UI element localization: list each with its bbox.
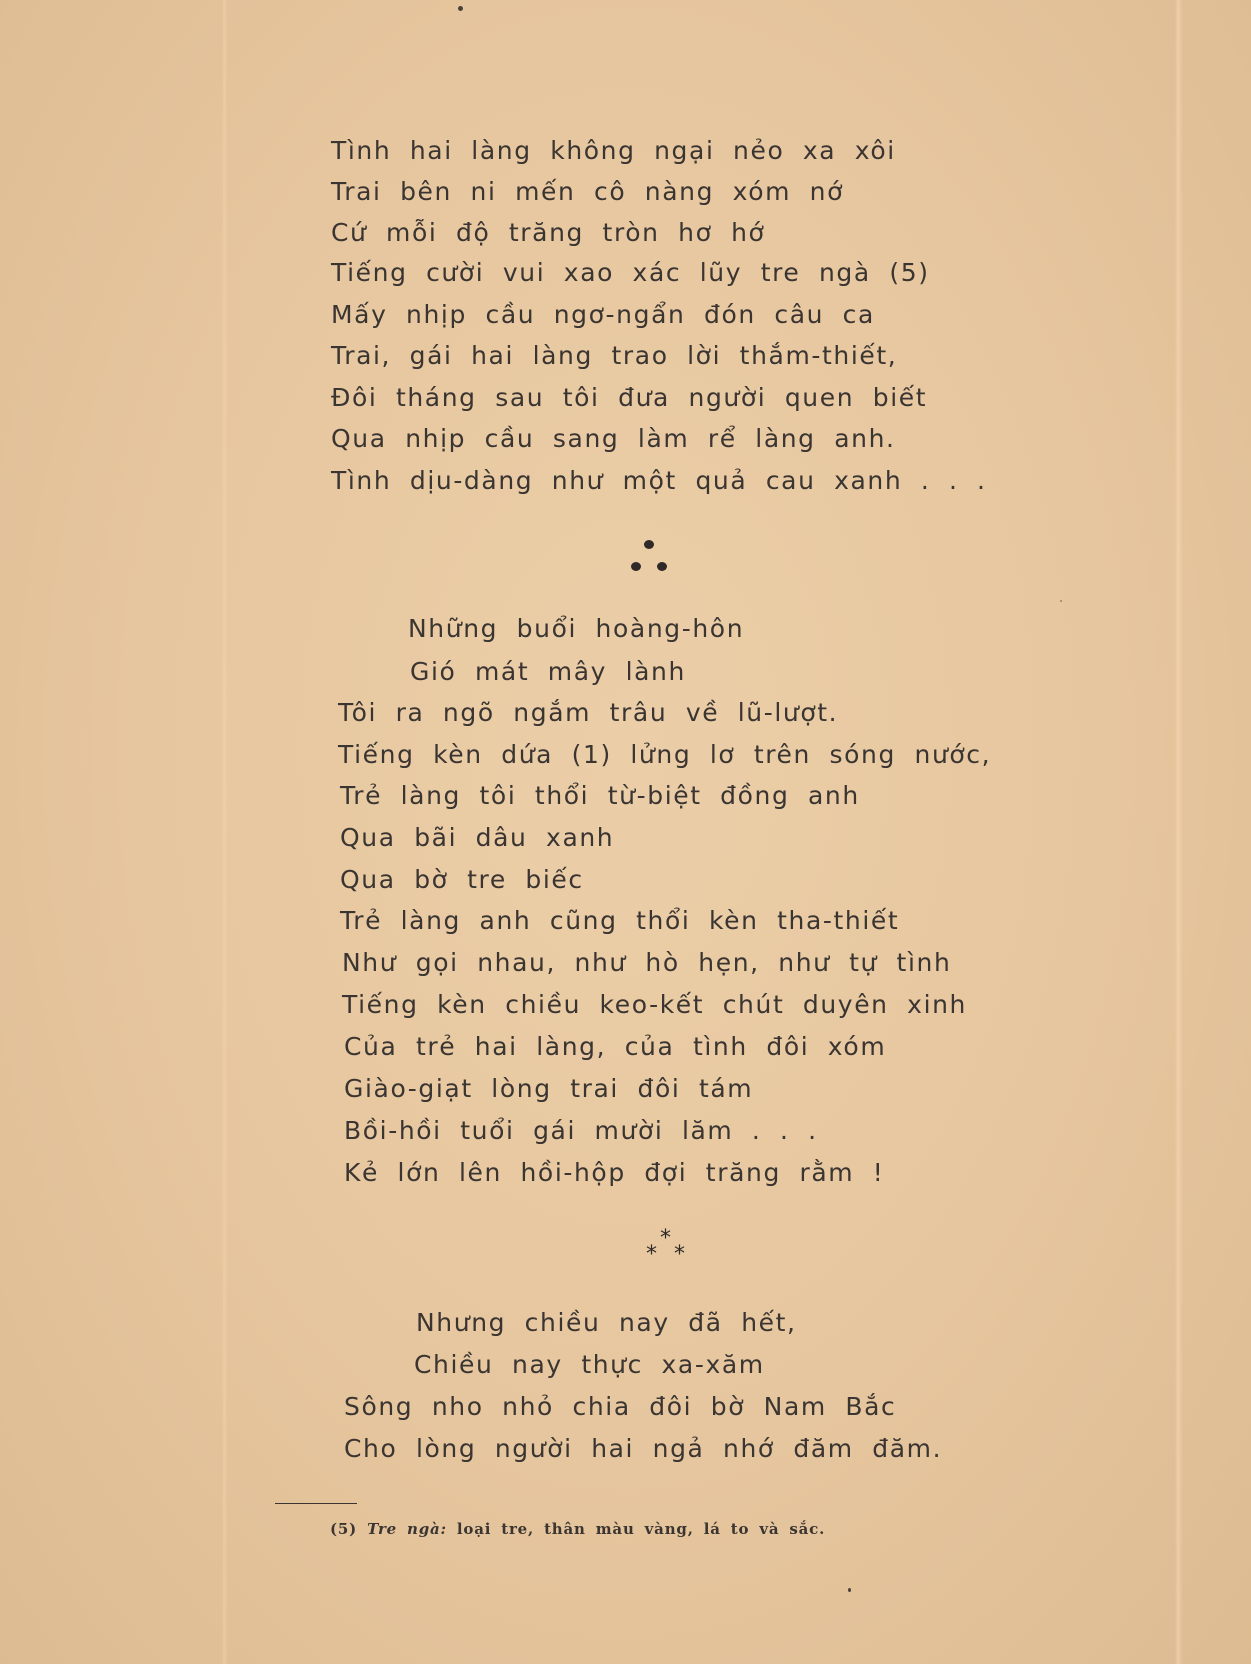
poem-line: Sông nho nhỏ chia đôi bờ Nam Bắc [344,1392,897,1421]
poem-line: Qua bờ tre biếc [340,865,584,894]
poem-line: Nhưng chiều nay đã hết, [416,1308,797,1337]
paper-speck [458,6,463,11]
poem-line: Cứ mỗi độ trăng tròn hơ hớ [331,218,766,247]
footnote-term: Tre ngà: [367,1520,447,1538]
separator-dots-icon [628,540,688,580]
poem-line: Giào-giạt lòng trai đôi tám [344,1074,754,1103]
poem-line: Tiếng kèn chiều keo-kết chút duyên xinh [342,990,968,1019]
footnote [330,1520,825,1538]
poem-line: Những buổi hoàng-hôn [408,614,745,643]
poem-line: Chiều nay thực xa-xăm [414,1350,765,1379]
poem-line: Qua nhịp cầu sang làm rể làng anh. [331,424,896,453]
poem-line: Cho lòng người hai ngả nhớ đăm đăm. [344,1434,943,1463]
poem-line: Như gọi nhau, như hò hẹn, như tự tình [342,948,952,977]
poem-line: Qua bãi dâu xanh [340,823,615,852]
poem-line: Mấy nhịp cầu ngơ-ngẩn đón câu ca [331,300,875,329]
poem-line: Trai, gái hai làng trao lời thắm-thiết, [331,341,898,370]
paper-speck [848,1588,851,1592]
poem-line: Kẻ lớn lên hồi-hộp đợi trăng rằm ! [344,1158,885,1187]
poem-line: Tôi ra ngõ ngắm trâu về lũ-lượt. [338,698,839,727]
footnote-marker: (5) [330,1520,358,1538]
poem-line: Trẻ làng tôi thổi từ-biệt đồng anh [340,781,860,810]
poem-line: Tình dịu-dàng như một quả cau xanh . . . [331,466,987,495]
poem-line: Tiếng kèn dứa (1) lửng lơ trên sóng nước, [338,740,992,769]
poem-line: Của trẻ hai làng, của tình đôi xóm [344,1032,887,1061]
poem-line: Bồi-hồi tuổi gái mười lăm . . . [344,1116,818,1145]
paper-speck [1060,600,1062,602]
poem-line: Tiếng cười vui xao xác lũy tre ngà (5) [331,258,930,287]
footnote-rule [275,1503,357,1504]
poem-line: Trẻ làng anh cũng thổi kèn tha-thiết [340,906,900,935]
poem-line: Tình hai làng không ngại nẻo xa xôi [331,136,896,165]
poem-line: Đôi tháng sau tôi đưa người quen biết [331,383,928,412]
poem-line: Trai bên ni mến cô nàng xóm nớ [331,177,844,206]
footnote-definition: loại tre, thân màu vàng, lá to và sắc. [456,1520,826,1538]
poem-line: Gió mát mây lành [410,657,686,686]
separator-stars-icon: * * * [646,1226,685,1267]
